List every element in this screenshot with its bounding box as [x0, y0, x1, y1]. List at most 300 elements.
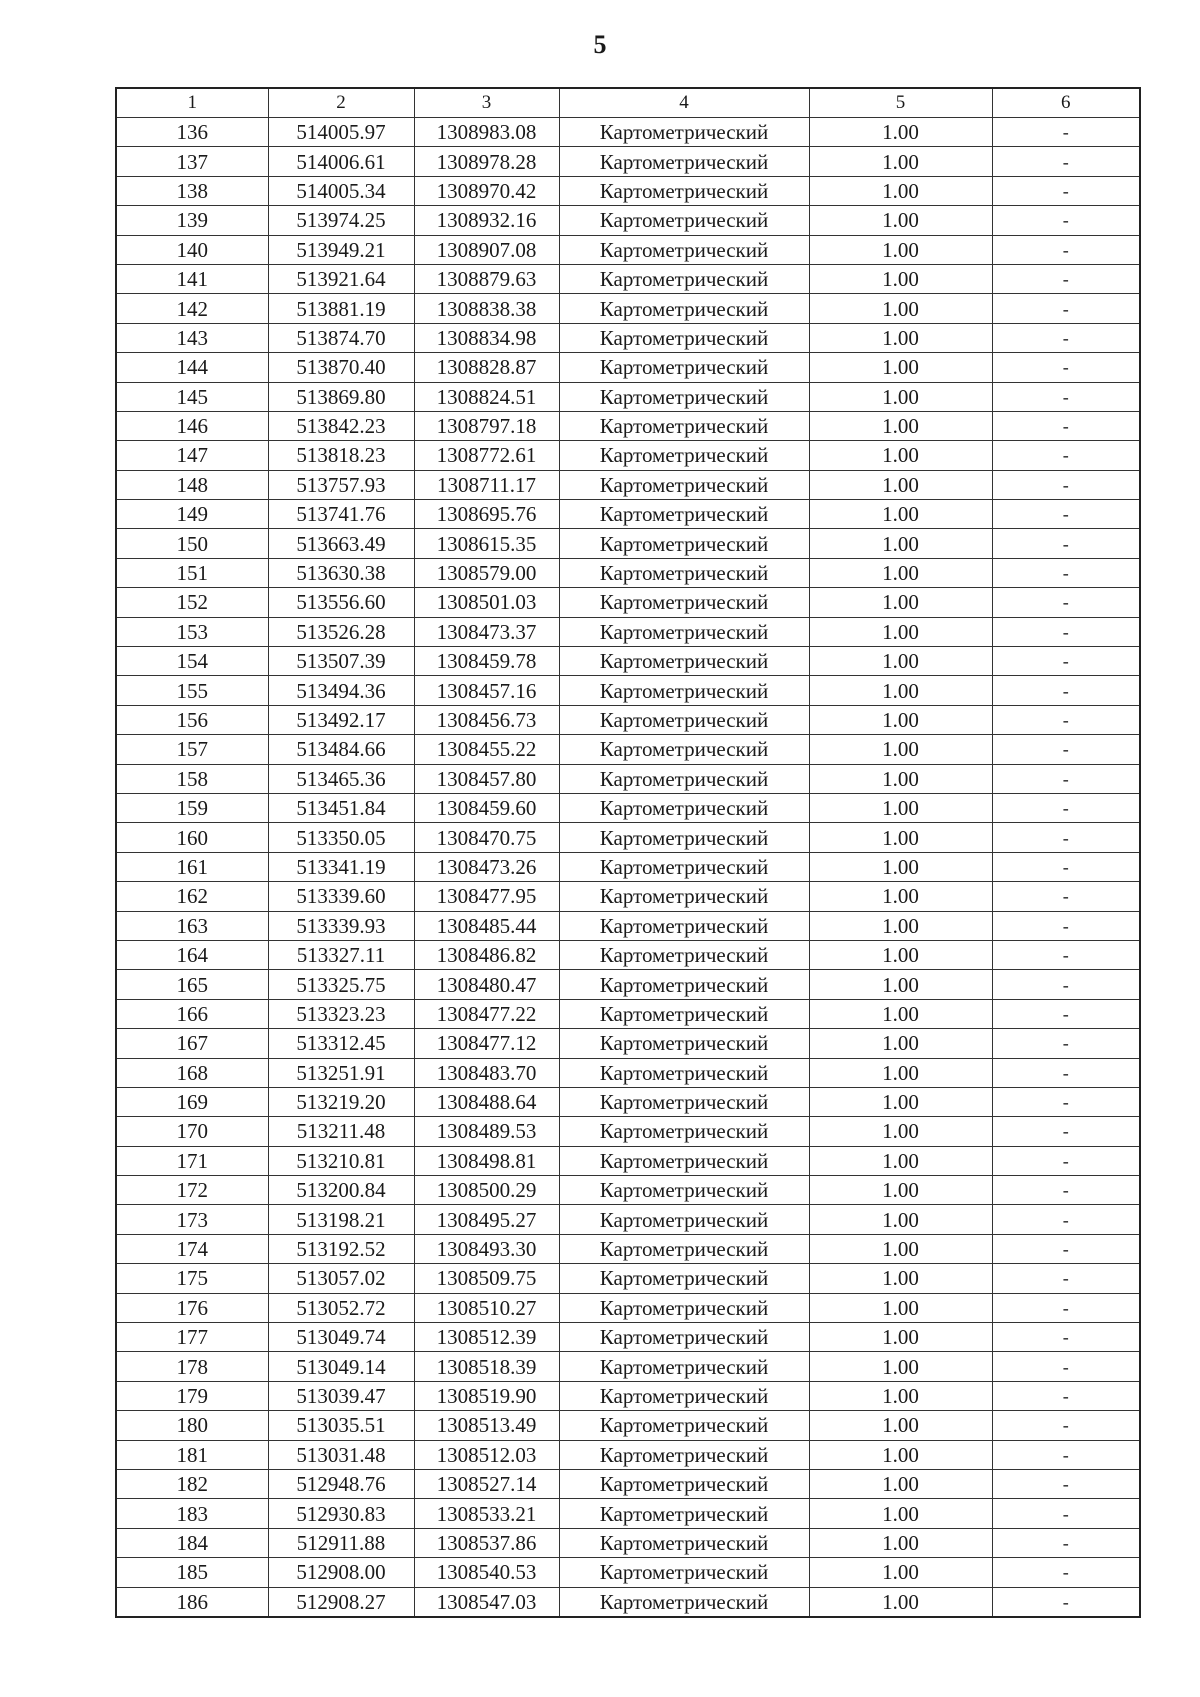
- column-header: 5: [809, 88, 992, 118]
- table-row: [116, 911, 1140, 940]
- method-cell: Картометрический: [559, 147, 809, 176]
- point-number-cell: 148: [116, 470, 268, 499]
- accuracy-cell: 1.00: [809, 1587, 992, 1617]
- method-cell: Картометрический: [559, 353, 809, 382]
- table-row: [116, 118, 1140, 147]
- accuracy-cell: 1.00: [809, 1558, 992, 1587]
- accuracy-cell: 1.00: [809, 529, 992, 558]
- x-coordinate-cell: 513492.17: [268, 705, 414, 734]
- accuracy-cell: 1.00: [809, 647, 992, 676]
- table-row: [116, 940, 1140, 969]
- point-number-cell: 182: [116, 1469, 268, 1498]
- table-row: [116, 705, 1140, 734]
- accuracy-cell: 1.00: [809, 1264, 992, 1293]
- description-cell: -: [992, 705, 1140, 734]
- point-number-cell: 161: [116, 852, 268, 881]
- point-number-cell: 178: [116, 1352, 268, 1381]
- x-coordinate-cell: 512948.76: [268, 1469, 414, 1498]
- point-number-cell: 160: [116, 823, 268, 852]
- y-coordinate-cell: 1308495.27: [414, 1205, 559, 1234]
- y-coordinate-cell: 1308480.47: [414, 970, 559, 999]
- y-coordinate-cell: 1308457.16: [414, 676, 559, 705]
- description-cell: -: [992, 588, 1140, 617]
- point-number-cell: 180: [116, 1411, 268, 1440]
- method-cell: Картометрический: [559, 1058, 809, 1087]
- method-cell: Картометрический: [559, 1205, 809, 1234]
- point-number-cell: 179: [116, 1381, 268, 1410]
- table-row: [116, 235, 1140, 264]
- point-number-cell: 159: [116, 793, 268, 822]
- y-coordinate-cell: 1308455.22: [414, 735, 559, 764]
- x-coordinate-cell: 513211.48: [268, 1117, 414, 1146]
- x-coordinate-cell: 513741.76: [268, 500, 414, 529]
- column-header: 2: [268, 88, 414, 118]
- x-coordinate-cell: 513451.84: [268, 793, 414, 822]
- x-coordinate-cell: 513974.25: [268, 206, 414, 235]
- x-coordinate-cell: 512908.00: [268, 1558, 414, 1587]
- x-coordinate-cell: 513323.23: [268, 999, 414, 1028]
- description-cell: -: [992, 264, 1140, 293]
- y-coordinate-cell: 1308615.35: [414, 529, 559, 558]
- accuracy-cell: 1.00: [809, 206, 992, 235]
- method-cell: Картометрический: [559, 529, 809, 558]
- table-row: [116, 1205, 1140, 1234]
- x-coordinate-cell: 513494.36: [268, 676, 414, 705]
- accuracy-cell: 1.00: [809, 940, 992, 969]
- x-coordinate-cell: 513874.70: [268, 323, 414, 352]
- method-cell: Картометрический: [559, 1528, 809, 1557]
- method-cell: Картометрический: [559, 264, 809, 293]
- table-row: [116, 1528, 1140, 1557]
- description-cell: -: [992, 764, 1140, 793]
- point-number-cell: 136: [116, 118, 268, 147]
- table-row: [116, 999, 1140, 1028]
- point-number-cell: 168: [116, 1058, 268, 1087]
- accuracy-cell: 1.00: [809, 882, 992, 911]
- y-coordinate-cell: 1308500.29: [414, 1176, 559, 1205]
- y-coordinate-cell: 1308838.38: [414, 294, 559, 323]
- description-cell: -: [992, 647, 1140, 676]
- point-number-cell: 162: [116, 882, 268, 911]
- y-coordinate-cell: 1308527.14: [414, 1469, 559, 1498]
- accuracy-cell: 1.00: [809, 764, 992, 793]
- point-number-cell: 165: [116, 970, 268, 999]
- point-number-cell: 152: [116, 588, 268, 617]
- x-coordinate-cell: 513198.21: [268, 1205, 414, 1234]
- table-row: [116, 1558, 1140, 1587]
- y-coordinate-cell: 1308489.53: [414, 1117, 559, 1146]
- accuracy-cell: 1.00: [809, 176, 992, 205]
- point-number-cell: 146: [116, 411, 268, 440]
- table-row: [116, 882, 1140, 911]
- point-number-cell: 156: [116, 705, 268, 734]
- y-coordinate-cell: 1308978.28: [414, 147, 559, 176]
- table-row: [116, 558, 1140, 587]
- point-number-cell: 175: [116, 1264, 268, 1293]
- table-row: [116, 735, 1140, 764]
- accuracy-cell: 1.00: [809, 1352, 992, 1381]
- x-coordinate-cell: 513312.45: [268, 1029, 414, 1058]
- method-cell: Картометрический: [559, 970, 809, 999]
- point-number-cell: 147: [116, 441, 268, 470]
- y-coordinate-cell: 1308493.30: [414, 1234, 559, 1263]
- y-coordinate-cell: 1308488.64: [414, 1087, 559, 1116]
- y-coordinate-cell: 1308518.39: [414, 1352, 559, 1381]
- description-cell: -: [992, 1146, 1140, 1175]
- table-row: [116, 676, 1140, 705]
- accuracy-cell: 1.00: [809, 705, 992, 734]
- accuracy-cell: 1.00: [809, 588, 992, 617]
- x-coordinate-cell: 513049.74: [268, 1323, 414, 1352]
- accuracy-cell: 1.00: [809, 793, 992, 822]
- x-coordinate-cell: 513035.51: [268, 1411, 414, 1440]
- table-row: [116, 1029, 1140, 1058]
- point-number-cell: 174: [116, 1234, 268, 1263]
- description-cell: -: [992, 1469, 1140, 1498]
- y-coordinate-cell: 1308477.22: [414, 999, 559, 1028]
- description-cell: -: [992, 1058, 1140, 1087]
- table-row: [116, 1352, 1140, 1381]
- description-cell: -: [992, 617, 1140, 646]
- table-body: [116, 118, 1140, 1617]
- accuracy-cell: 1.00: [809, 999, 992, 1028]
- table-row: [116, 1264, 1140, 1293]
- x-coordinate-cell: 513219.20: [268, 1087, 414, 1116]
- method-cell: Картометрический: [559, 1587, 809, 1617]
- method-cell: Картометрический: [559, 1087, 809, 1116]
- column-header: 6: [992, 88, 1140, 118]
- method-cell: Картометрический: [559, 1352, 809, 1381]
- point-number-cell: 155: [116, 676, 268, 705]
- y-coordinate-cell: 1308510.27: [414, 1293, 559, 1322]
- x-coordinate-cell: 513350.05: [268, 823, 414, 852]
- y-coordinate-cell: 1308579.00: [414, 558, 559, 587]
- table-row: [116, 1469, 1140, 1498]
- y-coordinate-cell: 1308459.60: [414, 793, 559, 822]
- y-coordinate-cell: 1308519.90: [414, 1381, 559, 1410]
- method-cell: Картометрический: [559, 764, 809, 793]
- y-coordinate-cell: 1308983.08: [414, 118, 559, 147]
- point-number-cell: 170: [116, 1117, 268, 1146]
- accuracy-cell: 1.00: [809, 264, 992, 293]
- x-coordinate-cell: 514005.97: [268, 118, 414, 147]
- method-cell: Картометрический: [559, 1499, 809, 1528]
- method-cell: Картометрический: [559, 1411, 809, 1440]
- description-cell: -: [992, 441, 1140, 470]
- description-cell: -: [992, 1087, 1140, 1116]
- description-cell: -: [992, 735, 1140, 764]
- description-cell: -: [992, 823, 1140, 852]
- table-row: [116, 970, 1140, 999]
- accuracy-cell: 1.00: [809, 1469, 992, 1498]
- column-header: 4: [559, 88, 809, 118]
- accuracy-cell: 1.00: [809, 1087, 992, 1116]
- x-coordinate-cell: 513921.64: [268, 264, 414, 293]
- method-cell: Картометрический: [559, 1264, 809, 1293]
- method-cell: Картометрический: [559, 911, 809, 940]
- description-cell: -: [992, 1205, 1140, 1234]
- table-row: [116, 588, 1140, 617]
- description-cell: -: [992, 323, 1140, 352]
- method-cell: Картометрический: [559, 647, 809, 676]
- method-cell: Картометрический: [559, 823, 809, 852]
- accuracy-cell: 1.00: [809, 1528, 992, 1557]
- x-coordinate-cell: 513031.48: [268, 1440, 414, 1469]
- table-row: [116, 1587, 1140, 1617]
- description-cell: -: [992, 470, 1140, 499]
- description-cell: -: [992, 1499, 1140, 1528]
- method-cell: Картометрический: [559, 382, 809, 411]
- description-cell: -: [992, 1117, 1140, 1146]
- description-cell: -: [992, 1558, 1140, 1587]
- method-cell: Картометрический: [559, 1029, 809, 1058]
- x-coordinate-cell: 513465.36: [268, 764, 414, 793]
- x-coordinate-cell: 513210.81: [268, 1146, 414, 1175]
- description-cell: -: [992, 1029, 1140, 1058]
- point-number-cell: 158: [116, 764, 268, 793]
- point-number-cell: 138: [116, 176, 268, 205]
- point-number-cell: 166: [116, 999, 268, 1028]
- table-row: [116, 353, 1140, 382]
- accuracy-cell: 1.00: [809, 735, 992, 764]
- table-row: [116, 1234, 1140, 1263]
- method-cell: Картометрический: [559, 617, 809, 646]
- table-row: [116, 1381, 1140, 1410]
- description-cell: -: [992, 558, 1140, 587]
- y-coordinate-cell: 1308512.39: [414, 1323, 559, 1352]
- table-row: [116, 206, 1140, 235]
- accuracy-cell: 1.00: [809, 911, 992, 940]
- description-cell: -: [992, 940, 1140, 969]
- y-coordinate-cell: 1308477.95: [414, 882, 559, 911]
- x-coordinate-cell: 513325.75: [268, 970, 414, 999]
- description-cell: -: [992, 206, 1140, 235]
- method-cell: Картометрический: [559, 793, 809, 822]
- point-number-cell: 144: [116, 353, 268, 382]
- method-cell: Картометрический: [559, 1381, 809, 1410]
- description-cell: -: [992, 1293, 1140, 1322]
- description-cell: -: [992, 1440, 1140, 1469]
- method-cell: Картометрический: [559, 118, 809, 147]
- point-number-cell: 169: [116, 1087, 268, 1116]
- description-cell: -: [992, 500, 1140, 529]
- point-number-cell: 157: [116, 735, 268, 764]
- method-cell: Картометрический: [559, 558, 809, 587]
- y-coordinate-cell: 1308533.21: [414, 1499, 559, 1528]
- description-cell: -: [992, 411, 1140, 440]
- description-cell: -: [992, 1323, 1140, 1352]
- method-cell: Картометрический: [559, 1293, 809, 1322]
- y-coordinate-cell: 1308537.86: [414, 1528, 559, 1557]
- description-cell: -: [992, 852, 1140, 881]
- description-cell: -: [992, 970, 1140, 999]
- point-number-cell: 186: [116, 1587, 268, 1617]
- y-coordinate-cell: 1308932.16: [414, 206, 559, 235]
- y-coordinate-cell: 1308907.08: [414, 235, 559, 264]
- y-coordinate-cell: 1308473.26: [414, 852, 559, 881]
- y-coordinate-cell: 1308501.03: [414, 588, 559, 617]
- x-coordinate-cell: 513341.19: [268, 852, 414, 881]
- y-coordinate-cell: 1308834.98: [414, 323, 559, 352]
- point-number-cell: 153: [116, 617, 268, 646]
- x-coordinate-cell: 512908.27: [268, 1587, 414, 1617]
- y-coordinate-cell: 1308509.75: [414, 1264, 559, 1293]
- description-cell: -: [992, 294, 1140, 323]
- y-coordinate-cell: 1308695.76: [414, 500, 559, 529]
- point-number-cell: 137: [116, 147, 268, 176]
- point-number-cell: 171: [116, 1146, 268, 1175]
- accuracy-cell: 1.00: [809, 294, 992, 323]
- accuracy-cell: 1.00: [809, 823, 992, 852]
- x-coordinate-cell: 513526.28: [268, 617, 414, 646]
- accuracy-cell: 1.00: [809, 1323, 992, 1352]
- x-coordinate-cell: 513818.23: [268, 441, 414, 470]
- x-coordinate-cell: 512911.88: [268, 1528, 414, 1557]
- table-row: [116, 382, 1140, 411]
- accuracy-cell: 1.00: [809, 1029, 992, 1058]
- accuracy-cell: 1.00: [809, 500, 992, 529]
- x-coordinate-cell: 512930.83: [268, 1499, 414, 1528]
- description-cell: -: [992, 529, 1140, 558]
- y-coordinate-cell: 1308456.73: [414, 705, 559, 734]
- description-cell: -: [992, 911, 1140, 940]
- point-number-cell: 150: [116, 529, 268, 558]
- description-cell: -: [992, 1411, 1140, 1440]
- y-coordinate-cell: 1308457.80: [414, 764, 559, 793]
- x-coordinate-cell: 513870.40: [268, 353, 414, 382]
- table-row: [116, 617, 1140, 646]
- y-coordinate-cell: 1308477.12: [414, 1029, 559, 1058]
- method-cell: Картометрический: [559, 500, 809, 529]
- table-row: [116, 1293, 1140, 1322]
- x-coordinate-cell: 513339.93: [268, 911, 414, 940]
- point-number-cell: 177: [116, 1323, 268, 1352]
- y-coordinate-cell: 1308711.17: [414, 470, 559, 499]
- point-number-cell: 185: [116, 1558, 268, 1587]
- accuracy-cell: 1.00: [809, 852, 992, 881]
- table-row: [116, 1323, 1140, 1352]
- table-row: [116, 529, 1140, 558]
- description-cell: -: [992, 793, 1140, 822]
- x-coordinate-cell: 513339.60: [268, 882, 414, 911]
- column-header: 1: [116, 88, 268, 118]
- accuracy-cell: 1.00: [809, 118, 992, 147]
- description-cell: -: [992, 1234, 1140, 1263]
- accuracy-cell: 1.00: [809, 1499, 992, 1528]
- y-coordinate-cell: 1308486.82: [414, 940, 559, 969]
- method-cell: Картометрический: [559, 470, 809, 499]
- table-row: [116, 264, 1140, 293]
- point-number-cell: 142: [116, 294, 268, 323]
- description-cell: -: [992, 118, 1140, 147]
- accuracy-cell: 1.00: [809, 411, 992, 440]
- method-cell: Картометрический: [559, 1323, 809, 1352]
- y-coordinate-cell: 1308547.03: [414, 1587, 559, 1617]
- y-coordinate-cell: 1308470.75: [414, 823, 559, 852]
- y-coordinate-cell: 1308512.03: [414, 1440, 559, 1469]
- method-cell: Картометрический: [559, 999, 809, 1028]
- description-cell: -: [992, 882, 1140, 911]
- table-row: [116, 852, 1140, 881]
- x-coordinate-cell: 513507.39: [268, 647, 414, 676]
- accuracy-cell: 1.00: [809, 235, 992, 264]
- point-number-cell: 149: [116, 500, 268, 529]
- accuracy-cell: 1.00: [809, 441, 992, 470]
- method-cell: Картометрический: [559, 882, 809, 911]
- table-row: [116, 793, 1140, 822]
- accuracy-cell: 1.00: [809, 1117, 992, 1146]
- table-row: [116, 294, 1140, 323]
- table-row: [116, 1058, 1140, 1087]
- y-coordinate-cell: 1308970.42: [414, 176, 559, 205]
- description-cell: -: [992, 1381, 1140, 1410]
- accuracy-cell: 1.00: [809, 1234, 992, 1263]
- accuracy-cell: 1.00: [809, 353, 992, 382]
- method-cell: Картометрический: [559, 1146, 809, 1175]
- x-coordinate-cell: 513630.38: [268, 558, 414, 587]
- point-number-cell: 184: [116, 1528, 268, 1557]
- description-cell: -: [992, 1352, 1140, 1381]
- description-cell: -: [992, 1528, 1140, 1557]
- x-coordinate-cell: 513881.19: [268, 294, 414, 323]
- point-number-cell: 164: [116, 940, 268, 969]
- x-coordinate-cell: 513484.66: [268, 735, 414, 764]
- method-cell: Картометрический: [559, 940, 809, 969]
- x-coordinate-cell: 513251.91: [268, 1058, 414, 1087]
- method-cell: Картометрический: [559, 1234, 809, 1263]
- table-row: [116, 470, 1140, 499]
- x-coordinate-cell: 513869.80: [268, 382, 414, 411]
- accuracy-cell: 1.00: [809, 470, 992, 499]
- table-row: [116, 176, 1140, 205]
- table-row: [116, 823, 1140, 852]
- accuracy-cell: 1.00: [809, 617, 992, 646]
- x-coordinate-cell: 514005.34: [268, 176, 414, 205]
- point-number-cell: 176: [116, 1293, 268, 1322]
- method-cell: Картометрический: [559, 1440, 809, 1469]
- accuracy-cell: 1.00: [809, 1293, 992, 1322]
- accuracy-cell: 1.00: [809, 1146, 992, 1175]
- table-row: [116, 323, 1140, 352]
- x-coordinate-cell: 513049.14: [268, 1352, 414, 1381]
- description-cell: -: [992, 1587, 1140, 1617]
- table-row: [116, 1087, 1140, 1116]
- column-header: 3: [414, 88, 559, 118]
- y-coordinate-cell: 1308879.63: [414, 264, 559, 293]
- table-row: [116, 1440, 1140, 1469]
- x-coordinate-cell: 513039.47: [268, 1381, 414, 1410]
- point-number-cell: 140: [116, 235, 268, 264]
- coordinates-table: [115, 87, 1141, 1618]
- table-header-row: [116, 88, 1140, 118]
- x-coordinate-cell: 513556.60: [268, 588, 414, 617]
- x-coordinate-cell: 514006.61: [268, 147, 414, 176]
- accuracy-cell: 1.00: [809, 1411, 992, 1440]
- point-number-cell: 151: [116, 558, 268, 587]
- x-coordinate-cell: 513663.49: [268, 529, 414, 558]
- y-coordinate-cell: 1308540.53: [414, 1558, 559, 1587]
- table-row: [116, 1176, 1140, 1205]
- table-row: [116, 441, 1140, 470]
- method-cell: Картометрический: [559, 176, 809, 205]
- accuracy-cell: 1.00: [809, 147, 992, 176]
- accuracy-cell: 1.00: [809, 1058, 992, 1087]
- accuracy-cell: 1.00: [809, 382, 992, 411]
- accuracy-cell: 1.00: [809, 1440, 992, 1469]
- y-coordinate-cell: 1308772.61: [414, 441, 559, 470]
- table-row: [116, 1146, 1140, 1175]
- accuracy-cell: 1.00: [809, 676, 992, 705]
